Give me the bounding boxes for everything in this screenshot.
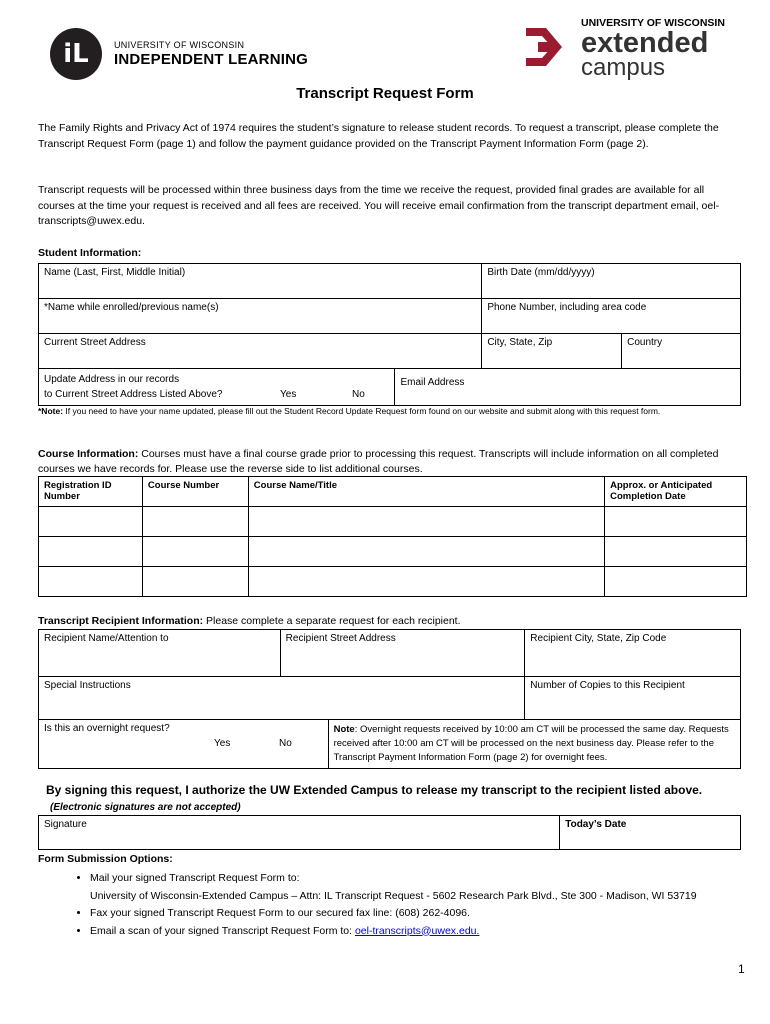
course-info-label [38, 447, 738, 477]
country-field[interactable] [622, 334, 741, 369]
ec-campus-text: campus [581, 54, 666, 81]
overnight-question: Is this an overnight request? [44, 723, 170, 734]
student-info-table [38, 263, 741, 406]
col-registration-id: Registration ID Number [39, 477, 143, 507]
fax-option-text: Fax your signed Transcript Request Form to our secured fax line: (608) 262-4096. [90, 907, 470, 919]
copies-label: Number of Copies to this Recipient [530, 680, 685, 691]
signature-field[interactable] [39, 816, 560, 850]
overnight-note-label: Note [333, 724, 355, 735]
course-table [38, 476, 747, 597]
course-cell[interactable] [39, 537, 143, 567]
note-text: If you need to have your name updated, please fill out the Student Record Update Request form found on our website and submit along with this request form. [63, 406, 661, 416]
course-cell[interactable] [39, 567, 143, 597]
course-cell[interactable] [605, 507, 747, 537]
street-address-label: Current Street Address [44, 337, 146, 348]
intro-paragraph-2: Transcript requests will be processed within three business days from the time we receive the request, provided final grades are available for all courses at the time your request is received and all fees are received. You will receive email confirmation from the transcript department email, oel-transcripts@uwex.edu. [38, 184, 720, 227]
email-option [90, 923, 770, 941]
ec-university-text: UNIVERSITY OF WISCONSIN [581, 17, 725, 29]
signature-label: Signature [44, 819, 87, 830]
recipient-city-label: Recipient City, State, Zip Code [530, 633, 667, 644]
overnight-note-text: : Overnight requests received by 10:00 am CT will be processed the same day. Requests received after 10:00 am CT will be processed on the next business day. Please refer to the Transcript Payment Information Form (page 2) for overnight fees. [333, 724, 729, 763]
col-course-number: Course Number [142, 477, 248, 507]
name-field[interactable] [39, 264, 482, 299]
city-state-zip-label: City, State, Zip [487, 337, 553, 348]
recipient-street-field[interactable] [280, 630, 525, 677]
il-university-text: UNIVERSITY OF WISCONSIN [114, 40, 245, 50]
course-info-text: Courses must have a final course grade prior to processing this request. Transcripts will include information on all completed courses we have records for. Please use the reverse side to list additional courses. [38, 448, 719, 475]
course-cell[interactable] [605, 537, 747, 567]
update-address-yes[interactable]: Yes [280, 389, 297, 400]
street-address-field[interactable] [39, 334, 482, 369]
il-brand-text: INDEPENDENT LEARNING [114, 51, 309, 68]
email-field[interactable] [395, 369, 741, 406]
birth-date-field[interactable] [482, 264, 741, 299]
note-label: *Note: [38, 406, 64, 416]
course-cell[interactable] [142, 537, 248, 567]
mail-option-text: Mail your signed Transcript Request Form to: [90, 872, 300, 884]
course-cell[interactable] [248, 537, 604, 567]
recipient-city-field[interactable] [525, 630, 741, 677]
course-cell[interactable] [142, 567, 248, 597]
overnight-yes[interactable]: Yes [214, 738, 231, 749]
il-logo [50, 28, 102, 80]
recipient-info-heading: Transcript Recipient Information: [38, 615, 204, 627]
recipient-info-label [38, 615, 461, 627]
todays-date-label: Today’s Date [565, 819, 627, 830]
course-info-heading: Course Information: [38, 448, 139, 460]
phone-field[interactable] [482, 299, 741, 334]
name-update-note [38, 405, 738, 417]
special-instructions-label: Special Instructions [44, 680, 131, 691]
previous-name-field[interactable] [39, 299, 482, 334]
city-state-zip-field[interactable] [482, 334, 622, 369]
course-cell[interactable] [605, 567, 747, 597]
col-completion-date: Approx. or Anticipated Completion Date [605, 477, 747, 507]
course-cell[interactable] [39, 507, 143, 537]
update-address-line2: to Current Street Address Listed Above? [44, 389, 223, 400]
il-logo-text: iL [63, 39, 89, 69]
authorization-statement [46, 782, 726, 816]
authorization-text: By signing this request, I authorize the UW Extended Campus to release my transcript to the recipient listed above. [46, 783, 703, 797]
update-address-cell [39, 369, 395, 406]
copies-field[interactable] [525, 677, 741, 720]
country-label: Country [627, 337, 663, 348]
submission-options-list [68, 870, 770, 940]
todays-date-field[interactable] [560, 816, 741, 850]
overnight-note [328, 720, 740, 769]
course-cell[interactable] [248, 567, 604, 597]
fax-option [90, 905, 770, 923]
ec-extended-text: extended [581, 27, 709, 59]
recipient-info-text: Please complete a separate request for each recipient. [203, 615, 461, 627]
page-title: Transcript Request Form [296, 85, 474, 102]
course-cell[interactable] [142, 507, 248, 537]
overnight-no[interactable]: No [279, 738, 292, 749]
course-cell[interactable] [248, 507, 604, 537]
phone-label: Phone Number, including area code [487, 302, 647, 313]
update-address-line1: Update Address in our records [44, 374, 180, 385]
recipient-name-field[interactable] [39, 630, 281, 677]
submission-options-label: Form Submission Options: [38, 853, 173, 865]
birth-date-label: Birth Date (mm/dd/yyyy) [487, 267, 595, 278]
signature-table [38, 815, 741, 850]
previous-name-label: *Name while enrolled/previous name(s) [44, 302, 219, 313]
mail-address: University of Wisconsin-Extended Campus – Attn: IL Transcript Request - 5602 Research Park Blvd., Ste 300 - Madison, WI 53719 [90, 889, 697, 902]
recipient-name-label: Recipient Name/Attention to [44, 633, 169, 644]
col-course-name: Course Name/Title [248, 477, 604, 507]
student-info-label: Student Information: [38, 247, 142, 259]
recipient-table [38, 629, 741, 769]
email-label: Email Address [400, 377, 465, 388]
recipient-street-label: Recipient Street Address [285, 633, 396, 644]
update-address-no[interactable]: No [352, 389, 365, 400]
mail-option [90, 870, 770, 905]
extended-campus-logo-icon [524, 22, 574, 72]
intro-paragraph-1: The Family Rights and Privacy Act of 1974 requires the student’s signature to release student records. To request a transcript, please complete the Transcript Request Form (page 1) and follow the payment guidance provided on the Transcript Payment Information Form (page 2). [38, 122, 719, 150]
electronic-signature-note: (Electronic signatures are not accepted) [50, 802, 241, 813]
special-instructions-field[interactable] [39, 677, 525, 720]
overnight-request-cell [39, 720, 329, 769]
page-number: 1 [738, 962, 745, 976]
name-label: Name (Last, First, Middle Initial) [44, 267, 186, 278]
email-link[interactable]: oel-transcripts@uwex.edu. [354, 924, 480, 937]
email-option-text: Email a scan of your signed Transcript Request Form to: [90, 924, 355, 937]
